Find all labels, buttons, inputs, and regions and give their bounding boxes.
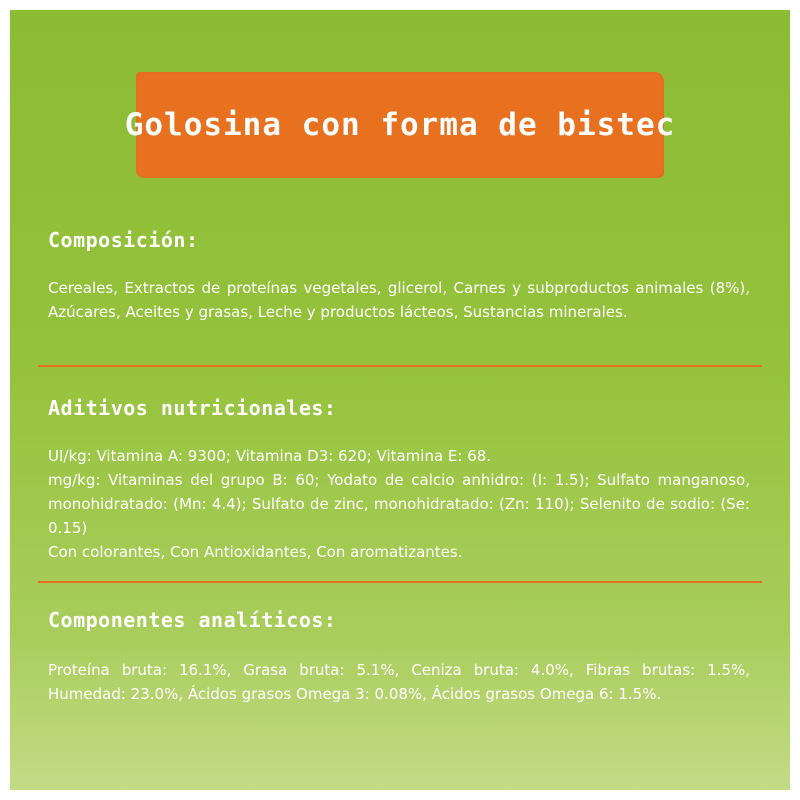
- nutritional-additives-text: [48, 444, 750, 564]
- page-title: Golosina con forma de bistec: [124, 107, 676, 143]
- additives-line-vitamins: UI/kg: Vitamina A: 9300; Vitamina D3: 620; Vitamina E: 68.: [48, 447, 492, 465]
- composition-text: Cereales, Extractos de proteínas vegetales, glicerol, Carnes y subproductos animales (8%), Azúcares, Aceites y grasas, Leche y productos lácteos, Sustancias minerales.: [48, 279, 750, 321]
- product-info-panel: [10, 10, 790, 790]
- section-divider: [38, 581, 762, 583]
- nutritional-additives-heading: Aditivos nutricionales:: [48, 396, 337, 420]
- composition-heading: Composición:: [48, 228, 199, 252]
- analytical-components-text: Proteína bruta: 16.1%, Grasa bruta: 5.1%, Ceniza bruta: 4.0%, Fibras brutas: 1.5%, Humedad: 23.0%, Ácidos grasos Omega 3: 0.08%, Ácidos grasos Omega 6: 1.5%.: [48, 661, 750, 703]
- additives-line-minerals: mg/kg: Vitaminas del grupo B: 60; Yodato de calcio anhidro: (I: 1.5); Sulfato manganoso, monohidratado: (Mn: 4.4); Sulfato de zinc, monohidratado: (Zn: 110); Selenito de sodio: (Se: 0.15): [48, 471, 750, 537]
- additives-line-technological: Con colorantes, Con Antioxidantes, Con aromatizantes.: [48, 543, 463, 561]
- section-divider: [38, 365, 762, 367]
- analytical-components-heading: Componentes analíticos:: [48, 608, 337, 632]
- title-banner: [124, 72, 676, 178]
